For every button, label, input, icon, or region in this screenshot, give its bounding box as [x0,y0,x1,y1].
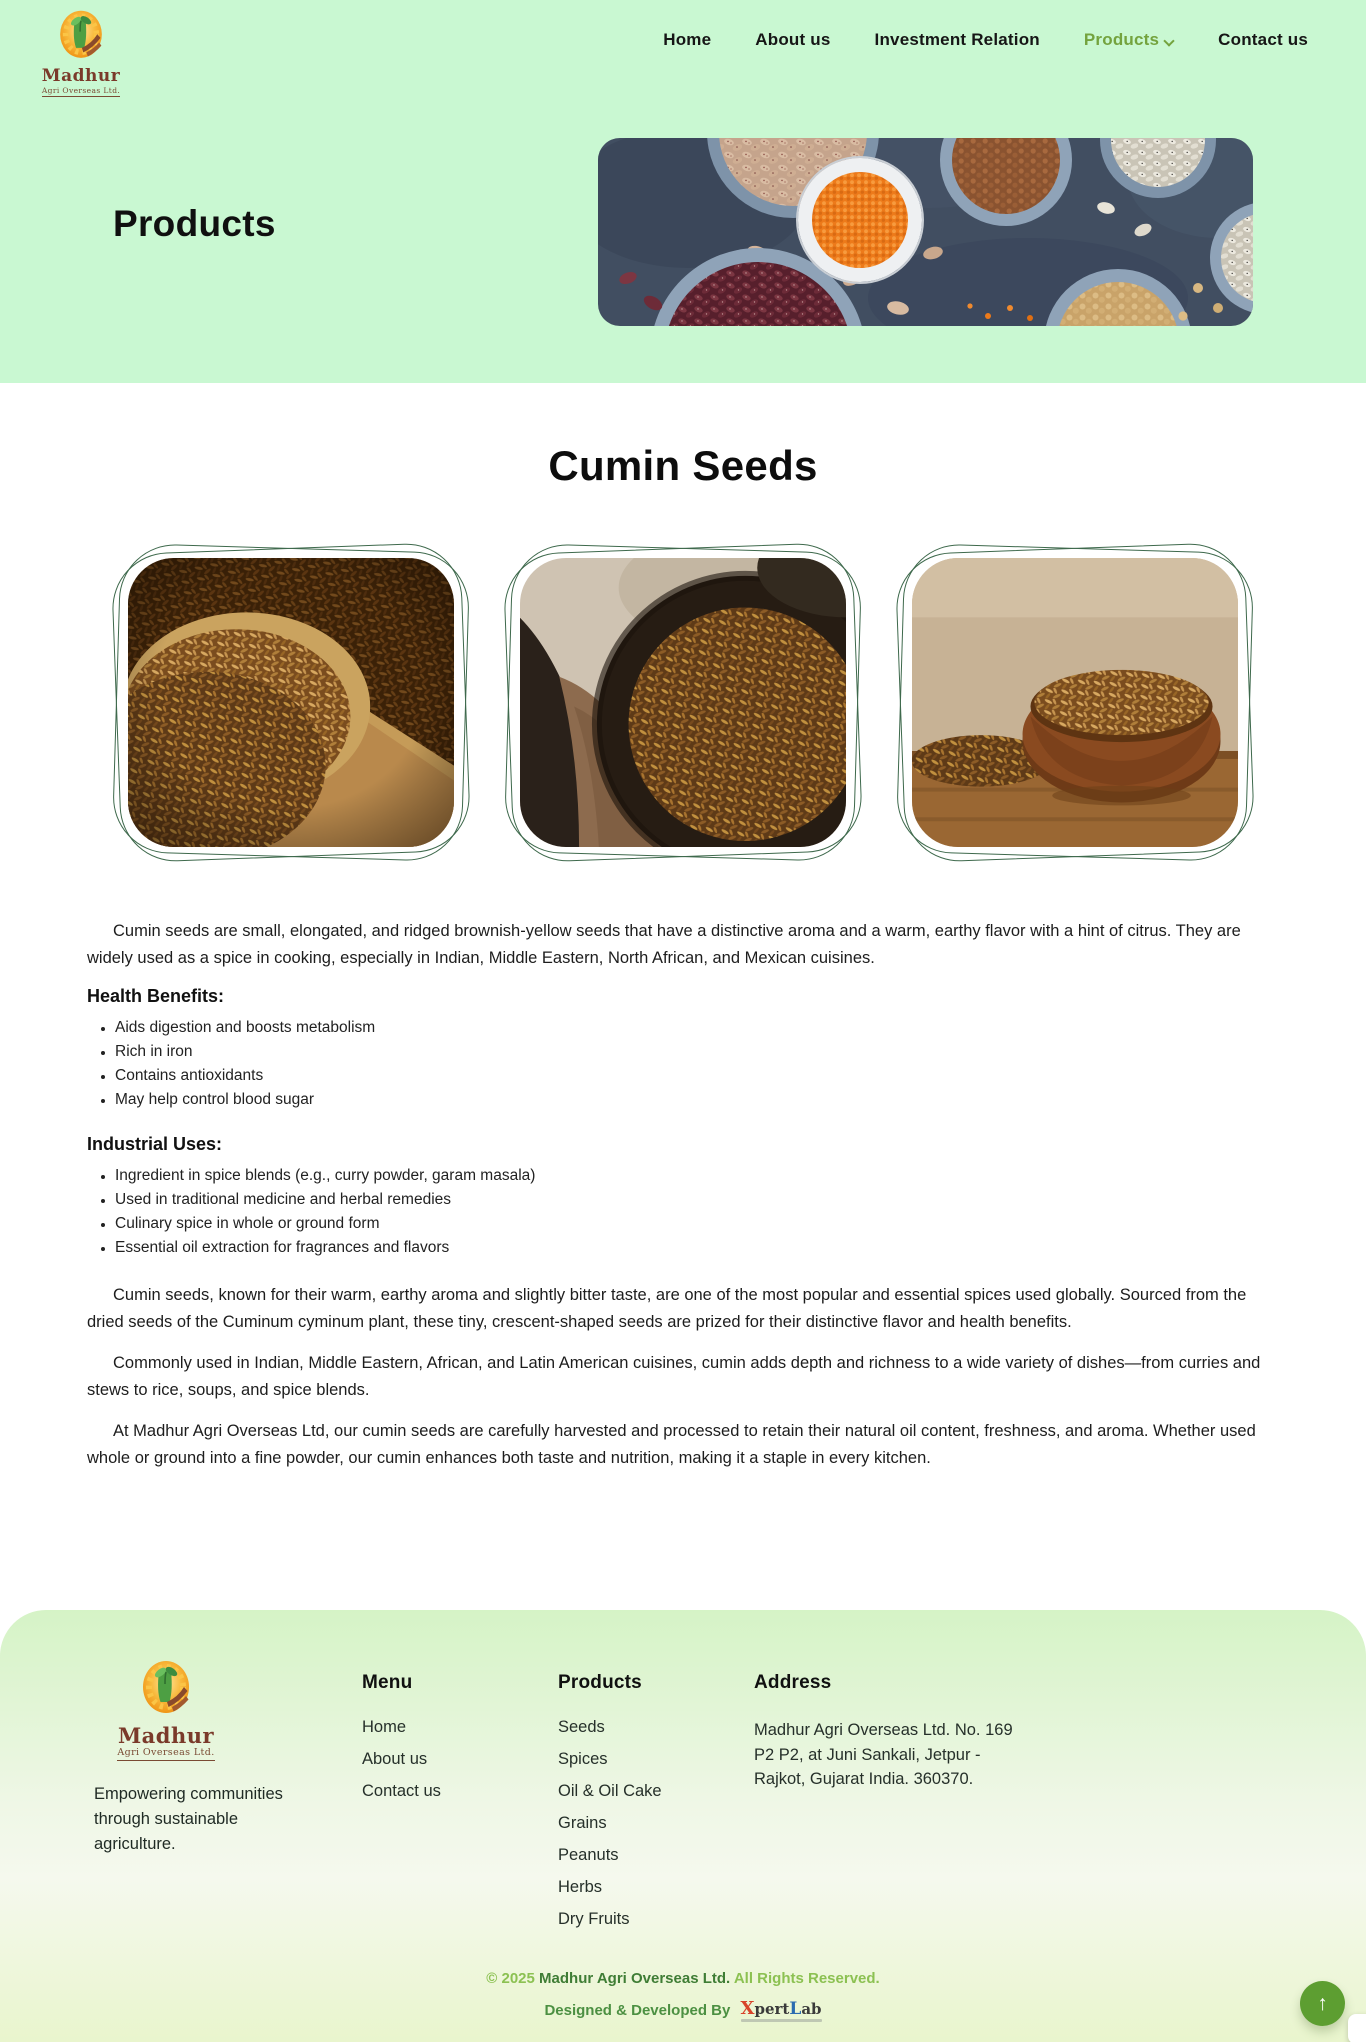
footer-address-title: Address [754,1672,832,1693]
brand-logo[interactable] [26,8,136,97]
footer-products-column [558,1672,662,1942]
footer-link-seeds[interactable]: Seeds [558,1718,605,1736]
list-item: • Culinary spice in whole or ground form [115,1212,1271,1236]
copyright-year: © 2025 [486,1970,535,1987]
body-paragraph: Cumin seeds, known for their warm, earthy aroma and slightly bitter taste, are one of the most popular and essential spices used globally. Sourced from the dried seeds of the Cuminum cyminum plant, these tiny, crescent-shaped seeds are prized for their distinctive flavor and health benefits. [87,1286,1247,1331]
footer-brand-logo-icon [134,1658,198,1722]
product-image-card [113,545,469,860]
footer-products-title: Products [558,1672,642,1693]
chat-widget-bubble[interactable] [1348,2014,1366,2042]
product-description [87,918,1271,1486]
brand-logo-icon [52,8,110,66]
product-image-gallery [113,545,1253,860]
hero-banner-image [598,138,1253,326]
header-hero-section [0,0,1366,383]
footer-menu-title: Menu [362,1672,413,1693]
footer-brand-logo[interactable] [118,1658,214,1761]
xpertlab-letter: pert [754,2000,790,2018]
nav-link-about[interactable]: About us [755,30,831,49]
chevron-down-icon [1164,36,1174,46]
product-title: Cumin Seeds [548,442,818,489]
nav-link-home[interactable]: Home [663,30,712,49]
brand-name: Madhur [41,66,121,86]
footer-link-contact[interactable]: Contact us [362,1782,441,1800]
footer-link-peanuts[interactable]: Peanuts [558,1846,619,1864]
footer-address-text: Madhur Agri Overseas Ltd. No. 169 P2 P2, at Juni Sankali, Jetpur - Rajkot, Gujarat India. 360370. [754,1721,1013,1788]
footer-link-about[interactable]: About us [362,1750,428,1768]
list-item: • Contains antioxidants [115,1064,1271,1088]
body-paragraph: Commonly used in Indian, Middle Eastern, African, and Latin American cuisines, cumin adds depth and richness to a wide variety of dishes—from curries and stews to rice, soups, and spice blends. [87,1354,1261,1399]
intro-paragraph: Cumin seeds are small, elongated, and ridged brownish-yellow seeds that have a distinctive aroma and a warm, earthy flavor with a hint of citrus. They are widely used as a spice in cooking, especially in Indian, Middle Eastern, North African, and Mexican cuisines. [87,922,1241,967]
designed-by-line [0,2000,1366,2022]
copyright-rights: All Rights Reserved. [733,1970,880,1987]
footer-link-grains[interactable]: Grains [558,1814,607,1832]
cumin-mortar-image [520,558,846,847]
nav-link-investment[interactable]: Investment Relation [874,30,1040,49]
list-item: • Essential oil extraction for fragrances and flavors [115,1236,1271,1260]
footer-brand-subtitle: Agri Overseas Ltd. [117,1746,214,1761]
xpertlab-tagline-bar [741,2019,822,2022]
footer-link-herbs[interactable]: Herbs [558,1878,603,1896]
xpertlab-logo[interactable] [741,2000,822,2022]
list-item: • Ingredient in spice blends (e.g., curry powder, garam masala) [115,1164,1271,1188]
footer-menu-column [362,1672,441,1814]
health-benefits-list [87,1016,1271,1112]
xpertlab-letter: L [789,1999,802,2019]
footer [0,1610,1366,2042]
xpertlab-letter: X [740,1998,755,2019]
scroll-to-top-button[interactable] [1300,1981,1345,2026]
product-image-card [505,545,861,860]
health-benefits-heading: Health Benefits: [87,986,225,1006]
footer-link-dry-fruits[interactable]: Dry Fruits [558,1910,630,1928]
industrial-uses-heading: Industrial Uses: [87,1134,223,1154]
product-image-card [897,545,1253,860]
footer-link-home[interactable]: Home [362,1718,407,1736]
footer-link-spices[interactable]: Spices [558,1750,608,1768]
list-item: • Aids digestion and boosts metabolism [115,1016,1271,1040]
footer-brand-name: Madhur [117,1723,215,1748]
footer-address-column [754,1672,1016,1792]
xpertlab-letter: ab [801,2000,822,2018]
list-item: • Used in traditional medicine and herbal remedies [115,1188,1271,1212]
industrial-uses-list [87,1164,1271,1260]
cumin-bowl-image [912,558,1238,847]
cumin-spoon-image [128,558,454,847]
list-item: • Rich in iron [115,1040,1271,1064]
footer-tagline: Empowering communities through sustainable agriculture. [94,1785,283,1853]
body-paragraph: At Madhur Agri Overseas Ltd, our cumin seeds are carefully harvested and processed to retain their natural oil content, freshness, and aroma. Whether used whole or ground into a fine powder, our cumin enhances both taste and nutrition, making it a staple in every kitchen. [87,1422,1256,1467]
copyright-company: Madhur Agri Overseas Ltd. [539,1970,731,1987]
nav-link-contact[interactable]: Contact us [1218,30,1308,49]
footer-link-oil-oil-cake[interactable]: Oil & Oil Cake [558,1782,662,1800]
nav-link-products[interactable] [1084,30,1174,50]
designed-by-label: Designed & Developed By [544,2001,731,2019]
page-title: Products [113,203,276,244]
brand-subtitle: Agri Overseas Ltd. [42,85,120,97]
copyright-line [0,1970,1366,1987]
list-item: • May help control blood sugar [115,1088,1271,1112]
main-nav [663,30,1308,50]
nav-link-products-label: Products [1083,30,1160,49]
arrow-up-icon: ↑ [1317,1991,1328,2015]
